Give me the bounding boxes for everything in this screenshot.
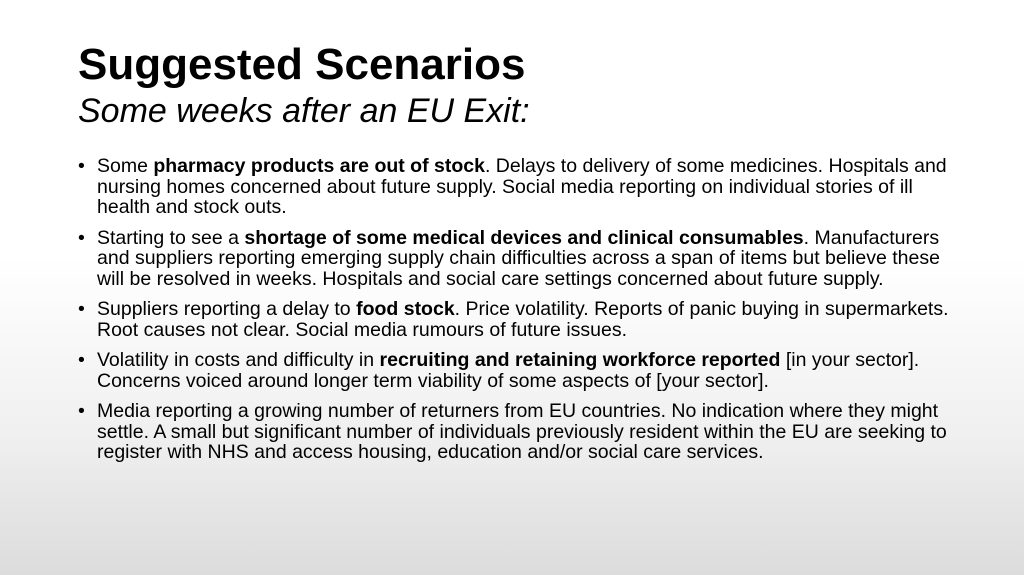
bullet-text-rest: . Price volatility. Reports of panic buying in supermarkets. Root causes not clear. Social media rumours of future issues. [97,298,949,341]
bullet-item-food-stock [78,299,958,340]
bullet-item-medical-devices [78,228,958,290]
bullet-icon: • [78,349,85,371]
bullet-icon: • [78,155,85,177]
bullet-text-rest: . Manufacturers and suppliers reporting emerging supply chain difficulties across a span of items but believe these will be resolved in weeks. Hospitals and social care settings concerned about future supply. [97,226,940,290]
bullet-text [97,155,947,218]
bullet-text [97,400,947,463]
bullet-text-emphasis: shortage of some medical devices and clinical consumables [244,226,804,249]
bullet-text-lead: Media reporting a growing number of returners from EU countries. No indication where they might settle. A small but significant number of individuals previously resident within the EU are seeking to register with NHS and access housing, education and/or social care services. [97,400,947,463]
bullet-text-rest: [in your sector]. Concerns voiced around longer term viability of some aspects of [your sector]. [97,349,920,392]
bullet-text-rest: . Delays to delivery of some medicines. Hospitals and nursing homes concerned about future supply. Social media reporting on individual stories of ill health and stock outs. [97,155,947,218]
bullet-text-emphasis: food stock [356,298,455,320]
bullet-item-workforce [78,350,958,391]
bullet-text-lead: Suppliers reporting a delay to [97,298,357,320]
bullet-text [97,227,940,290]
bullet-item-eu-returners [78,401,958,463]
bullet-text-lead: Some [97,155,154,177]
bullet-text-lead: Starting to see a [97,226,245,249]
bullet-icon: • [78,298,85,320]
bullet-icon: • [78,226,85,249]
bullet-icon: • [78,400,85,422]
bullet-text-lead: Volatility in costs and difficulty in [97,349,380,371]
bullet-text [97,349,919,392]
bullet-item-pharmacy [78,156,958,218]
bullet-text-emphasis: pharmacy products are out of stock [153,155,485,177]
bullet-list [78,156,958,473]
bullet-text [97,298,949,341]
bullet-text-emphasis: recruiting and retaining workforce reported [379,349,781,371]
slide-subtitle: Some weeks after an EU Exit: [78,92,530,130]
slide-title: Suggested Scenarios [78,40,526,89]
